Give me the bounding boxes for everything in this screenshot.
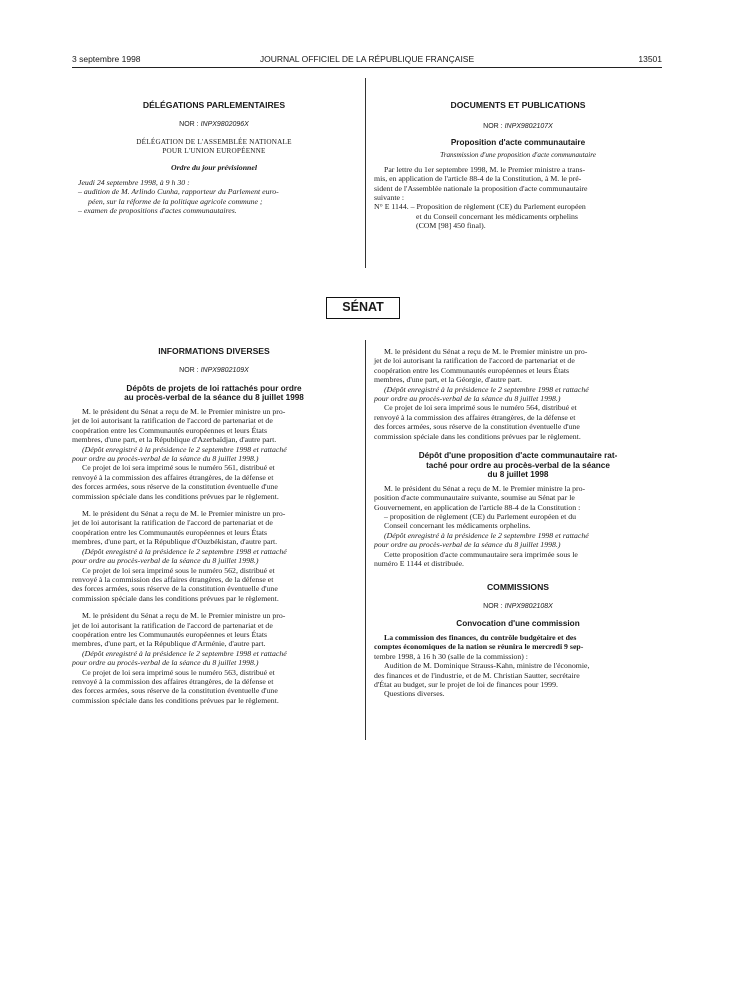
impression-line: renvoyé à la commission des affaires étrangères, de la défense et: [72, 676, 274, 686]
depot-print-line: numéro E 1144 et distribuée.: [374, 559, 465, 569]
depot-line: pour ordre au procès-verbal de la séance du 8 juillet 1998.): [72, 454, 259, 464]
audition-line: d'État au budget, sur le projet de loi de finances pour 1999.: [374, 679, 558, 689]
bottom-column-divider: [365, 340, 366, 740]
impression-line: des forces armées, sous réserve de la constitution éventuelle d'une: [72, 482, 278, 492]
depots-subtitle-line1: Dépôts de projets de loi rattachés pour ordre: [126, 383, 302, 393]
documents-body-line: Par lettre du 1er septembre 1998, M. le Premier ministre a trans-: [384, 164, 586, 174]
depot-proposition-title-line: du 8 juillet 1998: [487, 470, 549, 480]
projet-line: coopération entre les Communautés européennes et leurs États: [374, 365, 570, 375]
questions-diverses: Questions diverses.: [384, 689, 445, 699]
impression-line: des forces armées, sous réserve de la constitution éventuelle d'une: [72, 584, 278, 594]
documents-section: [374, 101, 662, 231]
documents-subtitle: Proposition d'acte communautaire: [450, 137, 586, 147]
projet-line: jet de loi autorisant la ratification de l'accord de partenariat et de: [374, 356, 575, 366]
impression-line: renvoyé à la commission des affaires étrangères, de la défense et: [374, 412, 576, 422]
documents-item-line: et du Conseil concernant les médicaments orphelins: [416, 211, 578, 221]
documents-body-line: mis, en application de l'article 88-4 de la Constitution, à M. le pré-: [374, 174, 582, 184]
depot-proposition-title-line: taché pour ordre au procès-verbal de la séance: [426, 460, 610, 470]
projet-line: jet de loi autorisant la ratification de l'accord de partenariat et de: [72, 620, 273, 630]
audition-line: des finances et de l'industrie, et de M. Christian Sautter, secrétaire: [374, 670, 580, 680]
impression-line: Ce projet de loi sera imprimé sous le numéro 562, distribué et: [82, 565, 275, 575]
projet-line: M. le président du Sénat a reçu de M. le Premier ministre un pro-: [82, 509, 286, 519]
ordre-line: – examen de propositions d'actes communautaires.: [78, 206, 237, 216]
commissions-nor: NOR : INPX9802108X: [483, 602, 553, 610]
impression-line: commission spéciale dans les conditions prévues par le règlement.: [72, 491, 279, 501]
projet-line: membres, d'une part, et la République d'Arménie, d'autre part.: [72, 639, 266, 649]
ordre-du-jour-title: Ordre du jour prévisionnel: [171, 162, 257, 172]
depot-line: (Dépôt enregistré à la présidence le 2 septembre 1998 et rattaché: [82, 444, 287, 454]
depot-line: (Dépôt enregistré à la présidence le 2 septembre 1998 et rattaché: [384, 384, 589, 394]
impression-line: renvoyé à la commission des affaires étrangères, de la défense et: [72, 574, 274, 584]
transmission-title: Transmission d'une proposition d'acte communautaire: [440, 151, 596, 160]
depot-body-line: position d'acte communautaire suivante, soumise au Sénat par le: [374, 493, 575, 503]
depot-line: pour ordre au procès-verbal de la séance du 8 juillet 1998.): [72, 556, 259, 566]
depot-item-line: – proposition de règlement (CE) du Parlement européen et du: [384, 512, 577, 522]
depot-line: pour ordre au procès-verbal de la séance du 8 juillet 1998.): [374, 540, 561, 550]
delegation-name-line1: DÉLÉGATION DE L'ASSEMBLÉE NATIONALE: [136, 137, 292, 146]
audition-line: Audition de M. Dominique Strauss-Kahn, ministre de l'économie,: [384, 661, 590, 671]
impression-line: Ce projet de loi sera imprimé sous le numéro 561, distribué et: [82, 463, 275, 473]
projet-line: membres, d'une part, et la République d'Azerbaïdjan, d'autre part.: [72, 435, 277, 445]
projet-line: jet de loi autorisant la ratification de l'accord de partenariat et de: [72, 518, 273, 528]
impression-line: Ce projet de loi sera imprimé sous le numéro 564, distribué et: [384, 403, 577, 413]
convocation-line: comptes économiques de la nation se réunira le mercredi 9 sep-: [374, 642, 584, 652]
convocation-title: Convocation d'une commission: [456, 619, 580, 629]
depot-item-line: Conseil concernant les médicaments orphelins.: [384, 521, 531, 531]
convocation-line: tembre 1998, à 16 h 30 (salle de la commission) :: [374, 651, 528, 661]
impression-line: commission spéciale dans les conditions prévues par le règlement.: [374, 431, 581, 441]
projet-line: jet de loi autorisant la ratification de l'accord de partenariat et de: [72, 416, 273, 426]
depot-line: (Dépôt enregistré à la présidence le 2 septembre 1998 et rattaché: [82, 546, 287, 556]
depot-line: (Dépôt enregistré à la présidence le 2 septembre 1998 et rattaché: [82, 648, 287, 658]
delegations-nor: NOR : INPX9802096X: [179, 121, 249, 129]
depot-line: pour ordre au procès-verbal de la séance du 8 juillet 1998.): [374, 394, 561, 404]
impression-line: commission spéciale dans les conditions prévues par le règlement.: [72, 695, 279, 705]
convocation-line: La commission des finances, du contrôle budgétaire et des: [384, 632, 577, 642]
projet-line: M. le président du Sénat a reçu de M. le Premier ministre un pro-: [82, 611, 286, 621]
depot-print-line: Cette proposition d'acte communautaire sera imprimée sous le: [384, 549, 578, 559]
impression-line: des forces armées, sous réserve de la constitution éventuelle d'une: [72, 686, 278, 696]
commissions-title: COMMISSIONS: [486, 581, 550, 592]
informations-diverses-section: [72, 347, 356, 705]
documents-nor: NOR : INPX9802107X: [483, 123, 553, 131]
ordre-line: péen, sur la réforme de la politique agricole commune ;: [88, 196, 263, 206]
delegations-section: [72, 101, 356, 216]
depots-subtitle-line2: au procès-verbal de la séance du 8 juillet 1998: [124, 393, 304, 403]
senat-banner: SÉNAT: [326, 297, 400, 319]
header-journal-title: JOURNAL OFFICIEL DE LA RÉPUBLIQUE FRANÇAISE: [259, 54, 475, 64]
impression-line: renvoyé à la commission des affaires étrangères, de la défense et: [72, 472, 274, 482]
right-column: [374, 347, 662, 699]
projet-line: M. le président du Sénat a reçu de M. le Premier ministre un pro-: [82, 407, 286, 416]
projet-line: M. le président du Sénat a reçu de M. le Premier ministre un pro-: [384, 347, 588, 356]
delegations-title: DÉLÉGATIONS PARLEMENTAIRES: [142, 100, 286, 110]
depot-line: pour ordre au procès-verbal de la séance du 8 juillet 1998.): [72, 658, 259, 668]
projet-line: coopération entre les Communautés européennes et leurs États: [72, 425, 268, 435]
ordre-line: – audition de M. Arlindo Cunha, rapporteur du Parlement euro-: [78, 187, 279, 197]
ordre-line: Jeudi 24 septembre 1998, à 9 h 30 :: [78, 178, 190, 188]
delegation-name-line2: POUR L'UNION EUROPÉENNE: [162, 147, 266, 156]
informations-title: INFORMATIONS DIVERSES: [158, 346, 270, 356]
projet-line: membres, d'une part, et la République d'Ouzbékistan, d'autre part.: [72, 537, 278, 547]
informations-nor: NOR : INPX9802109X: [179, 367, 249, 375]
impression-line: commission spéciale dans les conditions prévues par le règlement.: [72, 593, 279, 603]
depot-line: (Dépôt enregistré à la présidence le 2 septembre 1998 et rattaché: [384, 530, 589, 540]
impression-line: des forces armées, sous réserve de la constitution éventuelle d'une: [374, 422, 580, 432]
documents-item-line: (COM [98] 450 final).: [416, 221, 486, 231]
depot-body-line: M. le président du Sénat a reçu de M. le Premier ministre la pro-: [384, 483, 586, 493]
header-rule: [72, 67, 662, 68]
projet-line: coopération entre les Communautés européennes et leurs États: [72, 629, 268, 639]
impression-line: Ce projet de loi sera imprimé sous le numéro 563, distribué et: [82, 667, 275, 677]
depot-proposition-title-line: Dépôt d'une proposition d'acte communautaire rat-: [418, 451, 618, 461]
running-header: [72, 54, 662, 66]
header-page-number: 13501: [638, 54, 662, 64]
documents-item-line: N° E 1144. – Proposition de règlement (CE) du Parlement européen: [374, 202, 586, 212]
documents-body-line: sident de l'Assemblée nationale la proposition d'acte communautaire: [374, 183, 588, 193]
header-date: 3 septembre 1998: [72, 54, 141, 64]
projet-line: coopération entre les Communautés européennes et leurs États: [72, 527, 268, 537]
depot-body-line: Gouvernement, en application de l'article 88-4 de la Constitution :: [374, 502, 581, 512]
top-column-divider: [365, 78, 366, 268]
documents-title: DOCUMENTS ET PUBLICATIONS: [450, 100, 586, 110]
projet-line: membres, d'une part, et la Géorgie, d'autre part.: [374, 375, 522, 385]
documents-body-line: suivante :: [374, 193, 405, 203]
